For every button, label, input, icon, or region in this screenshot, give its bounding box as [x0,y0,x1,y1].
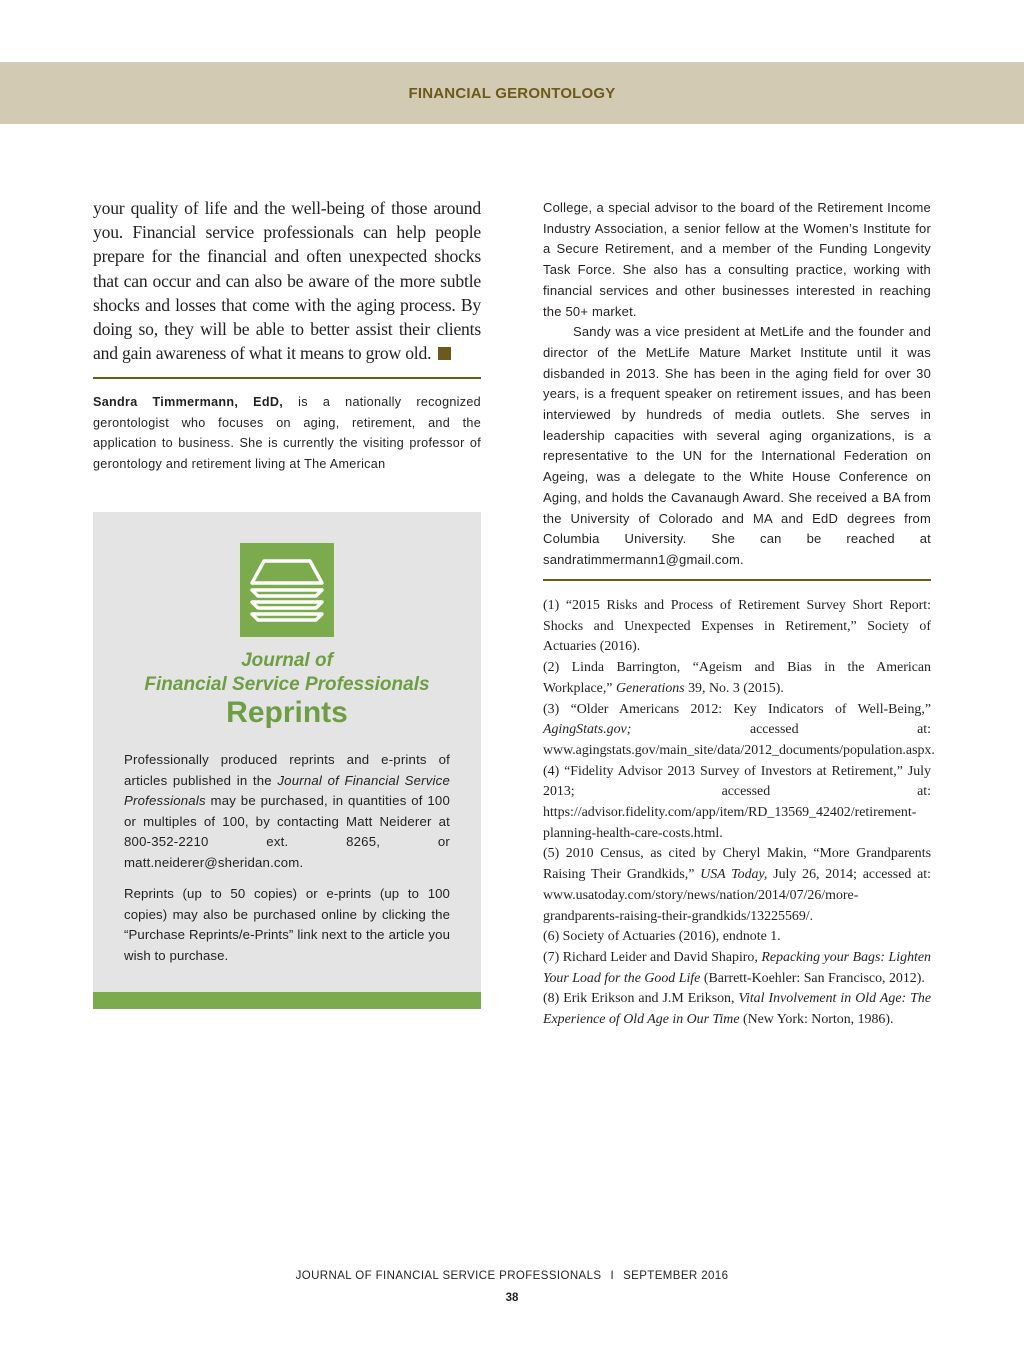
divider-rule-left [93,377,481,379]
reference-5 [543,844,931,927]
reference-8-end: (New York: Norton, 1986). [742,1012,894,1028]
reference-2-end: 39, No. 3 (2015). [688,680,784,696]
bio-right-para2: Sandy was a vice president at MetLife and the founder and director of the MetLife Mature Market Institute until it was disbanded in 2013. She has been in the aging field for over 30 years, is a frequent speaker on retirement issues, and has been interviewed by hundreds of media outlets. She serves in leadership capacities with several aging organizations, is a representative to the UN for the International Federation on Ageing, was a delegate to the White House Conference on Aging, and holds the Cavanaugh Award. She received a BA from the University of Colorado and MA and EdD degrees from Columbia University. She can be reached at sandratimmermann1@gmail.com. [543,324,931,567]
end-of-article-mark [438,347,451,360]
reference-2 [543,658,931,699]
footer-journal: JOURNAL OF FINANCIAL SERVICE PROFESSIONALS [295,1270,602,1282]
reference-8-text: (8) Erik Erikson and J.M Erikson, [543,991,735,1007]
page-footer [0,1270,1024,1282]
footer-separator: I [610,1270,615,1282]
footer-date: SEPTEMBER 2016 [623,1270,729,1282]
page-number: 38 [505,1292,519,1304]
ad-title-line2: Financial Service Professionals [144,674,430,695]
reference-7-end: (Barrett-Koehler: San Francisco, 2012). [703,970,925,986]
ad-p1-end: may be purchased, in quantities of 100 or multiples of 100, by contacting Matt Neiderer at 800-352-2210 ext. 8265, or matt.neiderer@sheridan.com. [124,793,450,870]
body-paragraph [93,196,481,365]
reference-6: (6) Society of Actuaries (2016), endnote 1. [543,929,781,945]
reference-8 [543,989,931,1030]
reference-2-text: (2) Linda Barrington, “Ageism and Bias in the American Workplace,” [543,660,931,696]
reference-3-title: AgingStats.gov; [543,722,632,738]
reference-3-end: accessed at: www.agingstats.gov/main_site/data/2012_documents/population.aspx. [543,722,935,758]
ad-paragraph-1 [124,750,450,874]
author-name: Sandra Timmermann, EdD, [93,395,284,409]
author-bio-left [93,392,481,474]
left-column [93,196,481,365]
reference-5-text: (5) 2010 Census, as cited by Cheryl Makin, “More Grandparents Raising Their Grandkids,” [543,846,931,883]
author-bio-right [543,198,931,571]
ad-p1-start: Professionally produced reprints and e-prints of articles published in the [124,752,450,788]
header-band [0,62,1024,124]
reference-8-title: Vital Involvement in Old Age: The Experience of Old Age in Our Time [543,991,931,1028]
section-title: FINANCIAL GERONTOLOGY [408,84,616,102]
reference-1: (1) “2015 Risks and Process of Retirement Survey Short Report: Shocks and Unexpected Expenses in Retirement,” Society of Actuaries (2016). [543,598,931,655]
journal-logo-icon [240,543,334,637]
reference-2-title: Generations [615,680,685,696]
bio-text-left: is a nationally recognized gerontologist who focuses on aging, retirement, and the application to business. She is currently the visiting professor of gerontology and retirement living at The American [93,395,481,471]
reference-3 [543,700,935,762]
body-text: your quality of life and the well-being of those around you. Financial service professionals can help people prepare for the financial and often unexpected shocks that can occur and can also be aware of the more subtle shocks and losses that come with the aging process. By doing so, they will be able to better assist their clients and gain awareness of what it means to grow old. [93,198,481,364]
ad-reprints-heading: Reprints [226,696,348,729]
reference-7-title: Repacking your Bags: Lighten Your Load for the Good Life [543,949,932,986]
reference-7-text: (7) Richard Leider and David Shapiro, [543,949,758,965]
references-list [543,596,935,1031]
reference-3-text: (3) “Older Americans 2012: Key Indicators of Well-Being,” [543,701,931,717]
ad-journal-title [93,649,481,697]
ad-paragraph-2: Reprints (up to 50 copies) or e-prints (up to 100 copies) may also be purchased online by clicking the “Purchase Reprints/e-Prints” link next to the article you wish to purchase. [124,886,450,963]
reference-4: (4) “Fidelity Advisor 2013 Survey of Investors at Retirement,” July 2013; accessed at: https://advisor.fidelity.com/app/item/RD_13569_42402/retirement-planning-health-care-costs.html. [543,763,931,841]
ad-p1-journal: Journal of Financial Service Professionals [124,772,450,809]
ad-green-bar [93,992,481,1009]
reference-7 [543,948,931,989]
ad-title-line1: Journal of [241,650,333,671]
divider-rule-right [543,579,931,581]
reference-5-end: July 26, 2014; accessed at: www.usatoday.com/story/news/nation/2014/07/26/more-grandparents-raising-their-grandkids/13225569/. [543,867,932,924]
bio-right-para1: College, a special advisor to the board of the Retirement Income Industry Association, a senior fellow at the Women’s Institute for a Secure Retirement, and a member of the Funding Longevity Task Force. She also has a consulting practice, working with financial services and other businesses interested in reaching the 50+ market. [543,200,931,319]
reference-5-title: USA Today, [700,867,768,883]
